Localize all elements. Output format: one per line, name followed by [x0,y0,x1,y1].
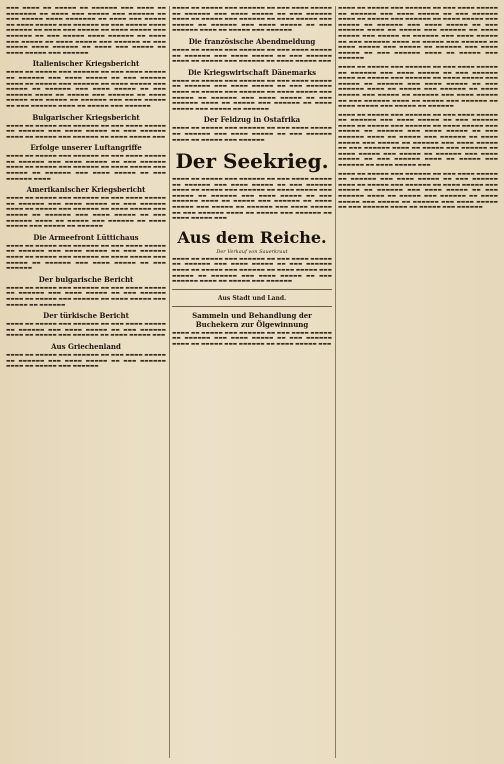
section-heading: Bulgarischer Kriegsbericht [32,112,140,122]
body-text-block: ▬▬▬▬ ▬▬ ▬▬▬▬▬ ▬▬▬ ▬▬▬▬▬▬ ▬▬ ▬▬▬ ▬▬▬▬ ▬▬▬▬▬ ▬▬ ▬▬▬▬▬▬ ▬▬▬ ▬▬▬▬ ▬▬▬▬▬ ▬▬ ▬▬▬ ▬▬▬▬▬▬ ▬▬▬▬ ▬▬ ▬▬▬▬▬ ▬▬▬ ▬▬▬▬▬▬ ▬▬ ▬▬▬▬ ▬▬▬▬▬ ▬▬▬ ▬▬▬▬▬ ▬▬ ▬▬▬▬▬▬ ▬▬▬ ▬▬▬▬ ▬▬▬▬▬ ▬▬ ▬▬▬ ▬▬▬▬▬▬ ▬▬▬▬ ▬▬ ▬▬▬▬▬ ▬▬▬ ▬▬▬▬▬▬ ▬▬ ▬▬▬▬ ▬▬▬▬▬ ▬▬▬ ▬▬▬▬▬ ▬▬ ▬▬▬▬▬▬ ▬▬▬ ▬▬▬▬ ▬▬▬▬▬ ▬▬ ▬▬▬ ▬▬▬▬▬▬ ▬▬▬▬ ▬▬ ▬▬▬▬▬ ▬▬▬ ▬▬▬▬▬▬ ▬▬ ▬▬▬▬ ▬▬▬▬▬ ▬▬▬ ▬▬▬▬▬ ▬▬ ▬▬▬▬▬▬ ▬▬▬ ▬▬▬▬ ▬▬▬▬▬ ▬▬ ▬▬▬ ▬▬▬▬▬▬ ▬▬▬▬ ▬▬ ▬▬▬▬▬ ▬▬▬ ▬▬▬▬▬▬ [338,6,498,62]
body-text-block: ▬▬▬▬ ▬▬ ▬▬▬▬▬ ▬▬▬ ▬▬▬▬▬▬ ▬▬ ▬▬▬ ▬▬▬▬ ▬▬▬▬▬ ▬▬ ▬▬▬▬▬▬ ▬▬▬ ▬▬▬▬ ▬▬▬▬▬ ▬▬ ▬▬▬ ▬▬▬▬▬▬ ▬▬▬▬ ▬▬ ▬▬▬▬▬ ▬▬▬ ▬▬▬▬▬▬ ▬▬ ▬▬▬▬ ▬▬▬▬▬ ▬▬▬ ▬▬▬▬▬ ▬▬ ▬▬▬▬▬▬ ▬▬▬ ▬▬▬▬ ▬▬▬▬▬ ▬▬ ▬▬▬ ▬▬▬▬▬▬ ▬▬▬▬ ▬▬ ▬▬▬▬▬ ▬▬▬ ▬▬▬▬▬▬ ▬▬ ▬▬▬▬ ▬▬▬▬▬ ▬▬▬ ▬▬▬▬▬ ▬▬ ▬▬▬▬▬▬ ▬▬▬ ▬▬▬▬ ▬▬▬▬▬ ▬▬ ▬▬▬ ▬▬▬▬▬▬ ▬▬▬▬ ▬▬ ▬▬▬▬▬ ▬▬▬ ▬▬▬▬▬▬ [6,70,166,109]
body-text-block: ▬▬▬▬ ▬▬ ▬▬▬▬▬ ▬▬▬ ▬▬▬▬▬▬ ▬▬ ▬▬▬ ▬▬▬▬ ▬▬▬▬▬ ▬▬ ▬▬▬▬▬▬ ▬▬▬ ▬▬▬▬ ▬▬▬▬▬ ▬▬ ▬▬▬ ▬▬▬▬▬▬ ▬▬▬▬ ▬▬ ▬▬▬▬▬ ▬▬▬ ▬▬▬▬▬▬ ▬▬ ▬▬▬▬ ▬▬▬▬▬ ▬▬▬ ▬▬▬▬▬ ▬▬ ▬▬▬▬▬▬ [6,285,166,308]
body-text-block: ▬▬▬▬ ▬▬ ▬▬▬▬▬ ▬▬▬ ▬▬▬▬▬▬ ▬▬ ▬▬▬ ▬▬▬▬ ▬▬▬▬▬ ▬▬ ▬▬▬▬▬▬ ▬▬▬ ▬▬▬▬ ▬▬▬▬▬ ▬▬ ▬▬▬ ▬▬▬▬▬▬ ▬▬▬▬ ▬▬ ▬▬▬▬▬ ▬▬▬ ▬▬▬▬▬▬ ▬▬ ▬▬▬▬ ▬▬▬▬▬ ▬▬▬ ▬▬▬▬▬ ▬▬ ▬▬▬▬▬▬ ▬▬▬ ▬▬▬▬ ▬▬▬▬▬ ▬▬ ▬▬▬ ▬▬▬▬▬▬ ▬▬▬▬ ▬▬ ▬▬▬▬▬ ▬▬▬ ▬▬▬▬▬▬ ▬▬ ▬▬▬▬ ▬▬▬▬▬ ▬▬▬ ▬▬▬▬▬ ▬▬ ▬▬▬▬▬▬ ▬▬▬ ▬▬▬▬ ▬▬▬▬▬ ▬▬ ▬▬▬ ▬▬▬▬▬▬ ▬▬▬▬ ▬▬ ▬▬▬▬▬ ▬▬▬ ▬▬▬▬▬▬ ▬▬ ▬▬▬▬ ▬▬▬▬▬ ▬▬▬ [172,177,332,222]
body-text-block: ▬▬▬▬ ▬▬ ▬▬▬▬▬ ▬▬▬ ▬▬▬▬▬▬ ▬▬ ▬▬▬ ▬▬▬▬ ▬▬▬▬▬ ▬▬ ▬▬▬▬▬▬ ▬▬▬ ▬▬▬▬ ▬▬▬▬▬ ▬▬ ▬▬▬ ▬▬▬▬▬▬ ▬▬▬▬ ▬▬ ▬▬▬▬▬ ▬▬▬ ▬▬▬▬▬▬ [172,126,332,143]
body-text-block: ▬▬▬▬ ▬▬ ▬▬▬▬▬ ▬▬▬ ▬▬▬▬▬▬ ▬▬ ▬▬▬ ▬▬▬▬ ▬▬▬▬▬ ▬▬ ▬▬▬▬▬▬ ▬▬▬ ▬▬▬▬ ▬▬▬▬▬ ▬▬ ▬▬▬ ▬▬▬▬▬▬ ▬▬▬▬ ▬▬ ▬▬▬▬▬ ▬▬▬ ▬▬▬▬▬▬ ▬▬ ▬▬▬▬ ▬▬▬▬▬ ▬▬▬ [6,123,166,140]
column-rule [335,6,336,758]
section-heading: Die Armeefront Lüttichaus [33,232,139,242]
section-heading: Aus Stadt und Land. [217,294,287,302]
headline-seekrieg: Der Seekrieg. [175,149,329,174]
section-heading: Der Feldzug in Ostafrika [203,115,301,125]
section-heading: Der türkische Bericht [43,311,129,321]
body-text-block: ▬▬▬▬ ▬▬ ▬▬▬▬▬ ▬▬▬ ▬▬▬▬▬▬ ▬▬ ▬▬▬ ▬▬▬▬ ▬▬▬▬▬ ▬▬ ▬▬▬▬▬▬ ▬▬▬ ▬▬▬▬ ▬▬▬▬▬ ▬▬ ▬▬▬ ▬▬▬▬▬▬ ▬▬▬▬ ▬▬ ▬▬▬▬▬ ▬▬▬ ▬▬▬▬▬▬ ▬▬ ▬▬▬▬ ▬▬▬▬▬ ▬▬▬ ▬▬▬▬▬ ▬▬ ▬▬▬▬▬▬ ▬▬▬ ▬▬▬▬ ▬▬▬▬▬ ▬▬ ▬▬▬ ▬▬▬▬▬▬ ▬▬▬▬ [6,154,166,182]
body-text-block: ▬▬▬▬ ▬▬ ▬▬▬▬▬ ▬▬▬ ▬▬▬▬▬▬ ▬▬ ▬▬▬ ▬▬▬▬ ▬▬▬▬▬ ▬▬ ▬▬▬▬▬▬ ▬▬▬ ▬▬▬▬ ▬▬▬▬▬ ▬▬ ▬▬▬ ▬▬▬▬▬▬ ▬▬▬▬ ▬▬ ▬▬▬▬▬ ▬▬▬ ▬▬▬▬▬▬ ▬▬ ▬▬▬▬ ▬▬▬▬▬ ▬▬▬ ▬▬▬▬▬ ▬▬ ▬▬▬▬▬▬ ▬▬▬ ▬▬▬▬ ▬▬▬▬▬ ▬▬ ▬▬▬ ▬▬▬▬▬▬ [6,243,166,272]
subheading: Der Verkauf von Sauerkraut [216,248,288,255]
column-3 [338,6,498,758]
column-rule [169,6,170,758]
section-heading: Die Kriegswirtschaft Dänemarks [187,67,317,77]
body-text-block: ▬▬▬▬ ▬▬ ▬▬▬▬▬ ▬▬▬ ▬▬▬▬▬▬ ▬▬ ▬▬▬ ▬▬▬▬ ▬▬▬▬▬ ▬▬ ▬▬▬▬▬▬ ▬▬▬ ▬▬▬▬ ▬▬▬▬▬ ▬▬ ▬▬▬ ▬▬▬▬▬▬ ▬▬▬▬ ▬▬ ▬▬▬▬▬ ▬▬▬ ▬▬▬▬▬▬ ▬▬ ▬▬▬▬ ▬▬▬▬▬ ▬▬▬ ▬▬▬▬▬ ▬▬ ▬▬▬▬▬▬ ▬▬▬ ▬▬▬▬ ▬▬▬▬▬ ▬▬ ▬▬▬ ▬▬▬▬▬▬ ▬▬▬▬ ▬▬ ▬▬▬▬▬ ▬▬▬ ▬▬▬▬▬▬ [172,6,332,34]
body-text-block: ▬▬▬▬ ▬▬ ▬▬▬▬▬ ▬▬▬ ▬▬▬▬▬▬ ▬▬ ▬▬▬ ▬▬▬▬ ▬▬▬▬▬ ▬▬ ▬▬▬▬▬▬ ▬▬▬ ▬▬▬▬ ▬▬▬▬▬ ▬▬ ▬▬▬ ▬▬▬▬▬▬ ▬▬▬▬ ▬▬ ▬▬▬▬▬ ▬▬▬ ▬▬▬▬▬▬ ▬▬ ▬▬▬▬ ▬▬▬▬▬ ▬▬▬ ▬▬▬▬▬ ▬▬ ▬▬▬▬▬▬ ▬▬▬ ▬▬▬▬ ▬▬▬▬▬ ▬▬ ▬▬▬ ▬▬▬▬▬▬ ▬▬▬▬ ▬▬ ▬▬▬▬▬ ▬▬▬ ▬▬▬▬▬▬ ▬▬ ▬▬▬▬ ▬▬▬▬▬ ▬▬▬ ▬▬▬▬▬ ▬▬ ▬▬▬▬▬▬ [6,196,166,230]
body-text-block: ▬▬▬▬ ▬▬ ▬▬▬▬▬ ▬▬▬ ▬▬▬▬▬▬ ▬▬ ▬▬▬ ▬▬▬▬ ▬▬▬▬▬ ▬▬ ▬▬▬▬▬▬ ▬▬▬ ▬▬▬▬ ▬▬▬▬▬ ▬▬ ▬▬▬ ▬▬▬▬▬▬ ▬▬▬▬ ▬▬ ▬▬▬▬▬ ▬▬▬ ▬▬▬▬▬▬ ▬▬ ▬▬▬▬ ▬▬▬▬▬ ▬▬▬ ▬▬▬▬▬ ▬▬ ▬▬▬▬▬▬ ▬▬▬ ▬▬▬▬ ▬▬▬▬▬ ▬▬ ▬▬▬ ▬▬▬▬▬▬ ▬▬▬▬ ▬▬ ▬▬▬▬▬ ▬▬▬ ▬▬▬▬▬▬ ▬▬ ▬▬▬▬ ▬▬▬▬▬ ▬▬▬ ▬▬▬▬▬ ▬▬ ▬▬▬▬▬▬ [172,78,332,112]
section-heading: Der bulgarische Bericht [38,274,134,284]
headline-aus-dem-reiche: Aus dem Reiche. [177,227,327,247]
column-2 [172,6,332,758]
body-text-block: ▬▬▬▬ ▬▬ ▬▬▬▬▬ ▬▬▬ ▬▬▬▬▬▬ ▬▬ ▬▬▬ ▬▬▬▬ ▬▬▬▬▬ ▬▬ ▬▬▬▬▬▬ ▬▬▬ ▬▬▬▬ ▬▬▬▬▬ ▬▬ ▬▬▬ ▬▬▬▬▬▬ ▬▬▬▬ ▬▬ ▬▬▬▬▬ ▬▬▬ ▬▬▬▬▬▬ ▬▬ ▬▬▬▬ ▬▬▬▬▬ ▬▬▬ [172,330,332,347]
section-heading: Erfolge unserer Luftangriffe [30,143,142,153]
body-text-block: ▬▬▬▬ ▬▬ ▬▬▬▬▬ ▬▬▬ ▬▬▬▬▬▬ ▬▬ ▬▬▬ ▬▬▬▬ ▬▬▬▬▬ ▬▬ ▬▬▬▬▬▬ ▬▬▬ ▬▬▬▬ ▬▬▬▬▬ ▬▬ ▬▬▬ ▬▬▬▬▬▬ ▬▬▬▬ ▬▬ ▬▬▬▬▬ ▬▬▬ ▬▬▬▬▬▬ ▬▬ ▬▬▬▬ ▬▬▬▬▬ ▬▬▬ ▬▬▬▬▬ ▬▬ ▬▬▬▬▬▬ ▬▬▬ ▬▬▬▬ ▬▬▬▬▬ ▬▬ ▬▬▬ ▬▬▬▬▬▬ ▬▬▬▬ ▬▬ ▬▬▬▬▬ ▬▬▬ ▬▬▬▬▬▬ ▬▬ ▬▬▬▬ ▬▬▬▬▬ ▬▬▬ ▬▬▬▬▬ ▬▬ ▬▬▬▬▬▬ ▬▬▬ ▬▬▬▬ ▬▬▬▬▬ ▬▬ ▬▬▬ ▬▬▬▬▬▬ ▬▬▬▬ ▬▬ ▬▬▬▬▬ ▬▬▬ ▬▬▬▬▬▬ ▬▬ ▬▬▬▬ ▬▬▬▬▬ ▬▬▬ ▬▬▬▬▬ ▬▬ ▬▬▬▬▬▬ [338,64,498,110]
body-text-block: ▬▬▬▬ ▬▬ ▬▬▬▬▬ ▬▬▬ ▬▬▬▬▬▬ ▬▬ ▬▬▬ ▬▬▬▬ ▬▬▬▬▬ ▬▬ ▬▬▬▬▬▬ ▬▬▬ ▬▬▬▬ ▬▬▬▬▬ ▬▬ ▬▬▬ ▬▬▬▬▬▬ ▬▬▬▬ ▬▬ ▬▬▬▬▬ ▬▬▬ ▬▬▬▬▬▬ ▬▬ ▬▬▬▬ ▬▬▬▬▬ ▬▬▬ [6,322,166,339]
section-heading: Italienischer Kriegsbericht [32,59,140,69]
body-text-block: ▬▬▬▬ ▬▬ ▬▬▬▬▬ ▬▬▬ ▬▬▬▬▬▬ ▬▬ ▬▬▬ ▬▬▬▬ ▬▬▬▬▬ ▬▬ ▬▬▬▬▬▬ ▬▬▬ ▬▬▬▬ ▬▬▬▬▬ ▬▬ ▬▬▬ ▬▬▬▬▬▬ ▬▬▬▬ ▬▬ ▬▬▬▬▬ ▬▬▬ ▬▬▬▬▬▬ ▬▬ ▬▬▬▬ ▬▬▬▬▬ ▬▬▬ ▬▬▬▬▬ ▬▬ ▬▬▬▬▬▬ ▬▬▬ ▬▬▬▬ ▬▬▬▬▬ ▬▬ ▬▬▬ ▬▬▬▬▬▬ ▬▬▬▬ ▬▬ ▬▬▬▬▬ ▬▬▬ ▬▬▬▬▬▬ ▬▬ ▬▬▬▬ ▬▬▬▬▬ ▬▬▬ ▬▬▬▬▬ ▬▬ ▬▬▬▬▬▬ ▬▬▬ ▬▬▬▬ ▬▬▬▬▬ ▬▬ ▬▬▬ ▬▬▬▬▬▬ ▬▬▬▬ ▬▬ ▬▬▬▬▬ ▬▬▬ ▬▬▬▬▬▬ [338,171,498,211]
body-text-block: ▬▬▬▬ ▬▬ ▬▬▬▬▬ ▬▬▬ ▬▬▬▬▬▬ ▬▬ ▬▬▬ ▬▬▬▬ ▬▬▬▬▬ ▬▬ ▬▬▬▬▬▬ ▬▬▬ ▬▬▬▬ ▬▬▬▬▬ ▬▬ ▬▬▬ ▬▬▬▬▬▬ ▬▬▬▬ ▬▬ ▬▬▬▬▬ ▬▬▬ ▬▬▬▬▬▬ ▬▬ ▬▬▬▬ ▬▬▬▬▬ ▬▬▬ [172,47,332,65]
body-text-block: ▬▬▬▬ ▬▬ ▬▬▬▬▬ ▬▬▬ ▬▬▬▬▬▬ ▬▬ ▬▬▬ ▬▬▬▬ ▬▬▬▬▬ ▬▬ ▬▬▬▬▬▬ ▬▬▬ ▬▬▬▬ ▬▬▬▬▬ ▬▬ ▬▬▬ ▬▬▬▬▬▬ ▬▬▬▬ ▬▬ ▬▬▬▬▬ ▬▬▬ ▬▬▬▬▬▬ [6,352,166,370]
local-news-box [172,289,332,307]
body-text-block: ▬▬▬▬ ▬▬ ▬▬▬▬▬ ▬▬▬ ▬▬▬▬▬▬ ▬▬ ▬▬▬ ▬▬▬▬ ▬▬▬▬▬ ▬▬ ▬▬▬▬▬▬ ▬▬▬ ▬▬▬▬ ▬▬▬▬▬ ▬▬ ▬▬▬ ▬▬▬▬▬▬ ▬▬▬▬ ▬▬ ▬▬▬▬▬ ▬▬▬ ▬▬▬▬▬▬ ▬▬ ▬▬▬▬ ▬▬▬▬▬ ▬▬▬ ▬▬▬▬▬ ▬▬ ▬▬▬▬▬▬ ▬▬▬ ▬▬▬▬ ▬▬▬▬▬ ▬▬ ▬▬▬ ▬▬▬▬▬▬ ▬▬▬▬ ▬▬ ▬▬▬▬▬ ▬▬▬ ▬▬▬▬▬▬ [172,256,332,285]
body-text-block: ▬▬▬▬ ▬▬ ▬▬▬▬▬ ▬▬▬ ▬▬▬▬▬▬ ▬▬ ▬▬▬ ▬▬▬▬ ▬▬▬▬▬ ▬▬ ▬▬▬▬▬▬ ▬▬▬ ▬▬▬▬ ▬▬▬▬▬ ▬▬ ▬▬▬ ▬▬▬▬▬▬ ▬▬▬▬ ▬▬ ▬▬▬▬▬ ▬▬▬ ▬▬▬▬▬▬ ▬▬ ▬▬▬▬ ▬▬▬▬▬ ▬▬▬ ▬▬▬▬▬ ▬▬ ▬▬▬▬▬▬ ▬▬▬ ▬▬▬▬ ▬▬▬▬▬ ▬▬ ▬▬▬ ▬▬▬▬▬▬ ▬▬▬▬ ▬▬ ▬▬▬▬▬ ▬▬▬ ▬▬▬▬▬▬ ▬▬ ▬▬▬▬ ▬▬▬▬▬ ▬▬▬ ▬▬▬▬▬ ▬▬ ▬▬▬▬▬▬ ▬▬▬ ▬▬▬▬ ▬▬▬▬▬ ▬▬ ▬▬▬ ▬▬▬▬▬▬ ▬▬▬▬ ▬▬ ▬▬▬▬▬ ▬▬▬ ▬▬▬▬▬▬ ▬▬ ▬▬▬▬ ▬▬▬▬▬ ▬▬▬ ▬▬▬▬▬ ▬▬ ▬▬▬▬▬▬ ▬▬▬ ▬▬▬▬ ▬▬▬▬▬ ▬▬ ▬▬▬ ▬▬▬▬▬▬ ▬▬▬▬ ▬▬ ▬▬▬▬▬ ▬▬▬ ▬▬▬▬▬▬ ▬▬ ▬▬▬▬ ▬▬▬▬▬ ▬▬▬ [338,112,498,169]
body-text-block: ▬▬▬ ▬▬▬▬ ▬▬ ▬▬▬▬▬ ▬▬ ▬▬▬▬▬▬ ▬▬▬ ▬▬▬▬ ▬▬ ▬▬▬▬▬▬▬ ▬▬ ▬▬▬▬ ▬▬▬ ▬▬▬▬▬ ▬▬▬ ▬▬▬▬▬▬ ▬▬ ▬▬▬ ▬▬▬▬▬ ▬▬▬▬ ▬▬▬▬▬▬▬ ▬▬ ▬▬▬▬ ▬▬▬ ▬▬▬▬▬ ▬▬ ▬▬▬▬ ▬▬▬▬▬ ▬▬▬ ▬▬▬▬▬▬ ▬▬ ▬▬▬ ▬▬▬▬▬ ▬▬▬▬ ▬▬▬▬▬▬ ▬▬ ▬▬▬▬ ▬▬▬ ▬▬▬▬▬ ▬▬ ▬▬▬▬ ▬▬▬▬▬ ▬▬▬ ▬▬▬▬▬▬ ▬▬ ▬▬▬ ▬▬▬▬▬ ▬▬▬▬ ▬▬▬▬▬▬ ▬▬ ▬▬▬▬ ▬▬▬ ▬▬▬▬▬ ▬▬ ▬▬▬▬ ▬▬▬▬▬ ▬▬▬ ▬▬▬▬▬▬ ▬▬ ▬▬▬ ▬▬▬▬▬ ▬▬▬▬ ▬▬▬▬▬▬ ▬▬ ▬▬▬▬ ▬▬▬ ▬▬▬▬▬ ▬▬ ▬▬▬▬ ▬▬▬▬▬ ▬▬▬ ▬▬▬▬▬▬ [6,6,166,56]
section-heading: Sammeln und Behandlung der Buchekern zur Ölgewinnung [192,310,312,329]
section-heading: Amerikanischer Kriegsbericht [26,185,146,195]
section-heading: Aus Griechenland [51,341,121,351]
column-1 [6,6,166,758]
section-heading: Die französische Abendmeldung [188,36,316,46]
